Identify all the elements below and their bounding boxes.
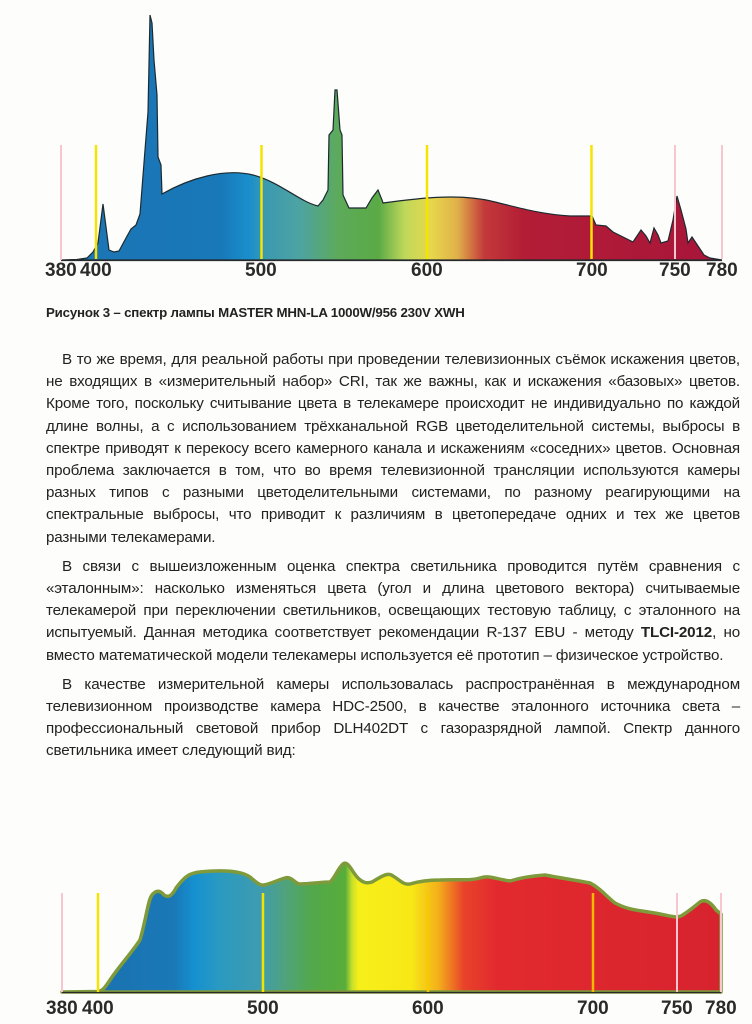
spectrum-chart-svg <box>0 0 752 290</box>
paragraph-2 <box>46 556 740 667</box>
tick-label-500: 500 <box>245 260 277 281</box>
figure-caption: Рисунок 3 – спектр лампы MASTER MHN-LA 1000W/956 230V XWH <box>46 305 465 320</box>
tick-label-600: 600 <box>411 260 443 281</box>
spectrum-chart-dlh402dt <box>0 840 752 1024</box>
tick-label-750: 750 <box>659 260 691 281</box>
tick-label-600: 600 <box>412 998 444 1019</box>
tick-label-500: 500 <box>247 998 279 1019</box>
tick-label-700: 700 <box>576 260 608 281</box>
tick-label-380: 380 <box>46 998 78 1019</box>
paragraph-1: В то же время, для реальной работы при проведении телевизионных съёмок искажения цветов, не входящих в «измерительный набор» CRI, так же важны, как и искажения «базовых» цветов. Кроме того, поскольку считывание цвета в телекамере происходит не индивидуально по каждой длине волны, а с использованием трёхканальной RGB цветоделительной системы, выбросы в спектре приводят к перекосу всего камерного канала и искажениям «соседних» цветов. Основная проблема заключается в том, что во время телевизионной трансляции используются камеры разных типов с разными цветоделительными системами, по разному реагирующими на спектральные выбросы, что приводит к различиям в цветопередаче одних и тех же цветов разными телекамерами. <box>46 351 740 546</box>
tick-label-780: 780 <box>705 998 737 1019</box>
tick-label-780: 780 <box>706 260 738 281</box>
tick-label-400: 400 <box>80 260 112 281</box>
paragraph-2-text-a: В связи с вышеизложенным оценка спектра светильника проводится путём сравнения с «эталонным»: насколько изменяться цвета (угол и длина цветового вектора) считываемые телекамерой при переключении светильников, освещающих тестовую таблицу, с эталонного на испытуемый. Данная методика соответствует рекомендации R-137 EBU - методу <box>46 557 740 642</box>
spectrum-area <box>62 863 721 992</box>
tick-label-750: 750 <box>661 998 693 1019</box>
tick-label-400: 400 <box>82 998 114 1019</box>
body-text <box>46 349 740 770</box>
paragraph-3: В качестве измерительной камеры использовалась распространённая в международном телевизионном производстве камера HDC-2500, в качестве эталонного источника света – профессиональный световой прибор DLH402DT с газоразрядной лампой. Спектр данного светильника имеет следующий вид: <box>46 675 740 760</box>
spectrum-chart-svg <box>0 840 752 1024</box>
spectrum-chart-master-mhn-la <box>0 0 752 290</box>
tlci-method-name: TLCI-2012 <box>640 624 713 642</box>
tick-label-380: 380 <box>45 260 77 281</box>
paragraph-2-text-b: , но вместо математической модели телекамеры используется её прототип – физическое устройство. <box>46 624 740 664</box>
tick-label-700: 700 <box>577 998 609 1019</box>
spectrum-area <box>61 15 722 260</box>
